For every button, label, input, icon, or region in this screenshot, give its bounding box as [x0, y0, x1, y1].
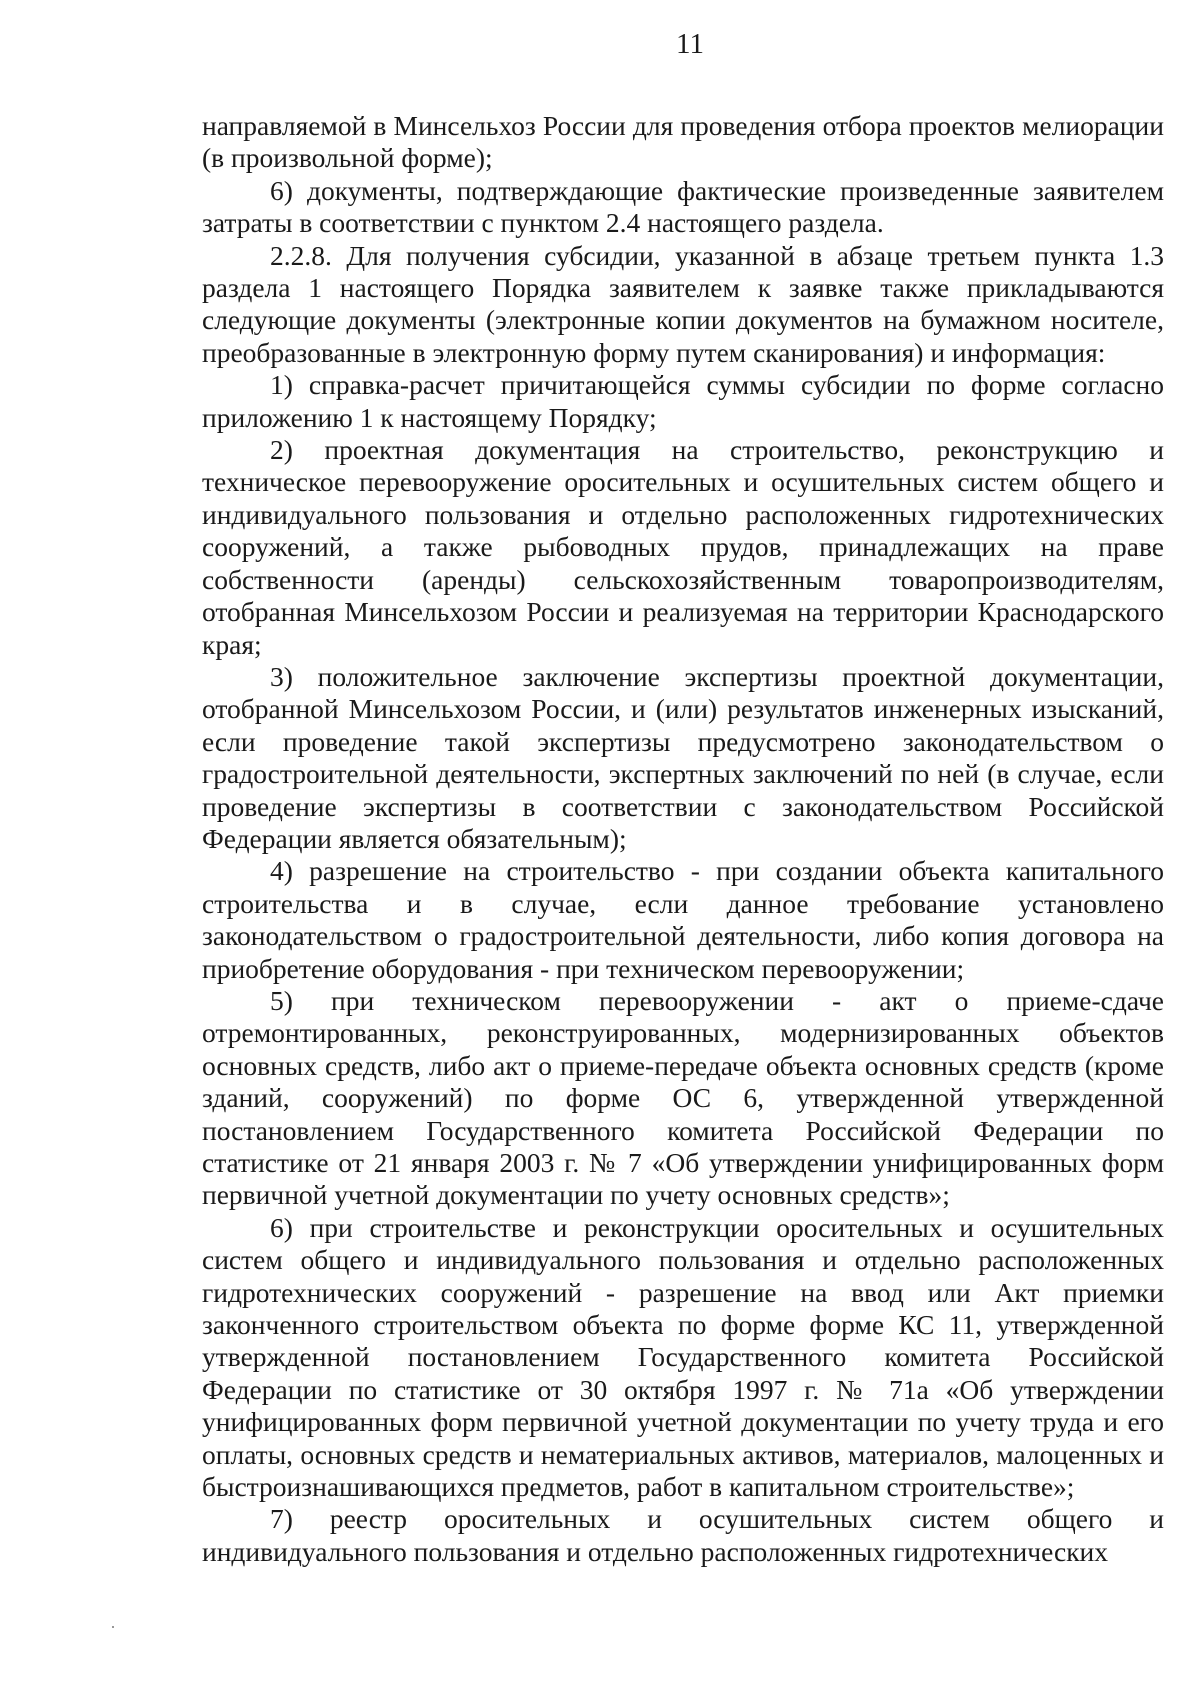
page-number: 11 — [676, 28, 704, 60]
paragraph-item-1: 1) справка-расчет причитающейся суммы субсидии по форме согласно приложению 1 к настоящему Порядку; — [202, 369, 1164, 433]
paragraph-item-6-cost-docs: 6) документы, подтверждающие фактические произведенные заявителем затраты в соответствии с пунктом 2.4 настоящего раздела. — [202, 174, 1164, 239]
paragraph-item-2: 2) проектная документация на строительство, реконструкцию и техническое перевооружение оросительных и осушительных систем общего и индивидуального пользования и отдельно расположенных гидротехнических сооружений, а также рыбоводных прудов, принадлежащих на праве собственности (аренды) сельскохозяйственным товаропроизводителям, отобранная Минсельхозом России и реализуемая на территории Краснодарского края; — [202, 434, 1164, 660]
paragraph-item-3: 3) положительное заключение экспертизы проектной документации, отобранной Минсельхозом России, и (или) результатов инженерных изысканий, если проведение такой экспертизы предусмотрено законодательством о градостроительной деятельности, экспертных заключений по ней (в случае, если проведение экспертизы в соответствии с законодательством Российской Федерации является обязательным); — [202, 660, 1164, 854]
paragraph-intro-continuation: направляемой в Минсельхоз России для проведения отбора проектов мелиорации (в произвольной форме); — [202, 110, 1164, 174]
paragraph-item-6: 6) при строительстве и реконструкции оросительных и осушительных систем общего и индивидуального пользования и отдельно расположенных гидротехнических сооружений - разрешение на ввод или Акт приемки законченного строительством объекта по форме форме КС 11, утвержденной утвержденной постановлением Государственного комитета Российской Федерации по статистике от 30 октября 1997 г. № 71а «Об утверждении унифицированных форм первичной учетной документации по учету труда и его оплаты, основных средств и нематериальных активов, материалов, малоценных и быстроизнашивающихся предметов, работ в капитальном строительстве»; — [202, 1211, 1164, 1503]
paragraph-section-2-2-8: 2.2.8. Для получения субсидии, указанной в абзаце третьем пункта 1.3 раздела 1 настоящего Порядка заявителем к заявке также прикладываются следующие документы (электронные копии документов на бумажном носителе, преобразованные в электронную форму путем сканирования) и информация: — [202, 239, 1164, 368]
scan-speck — [112, 1626, 114, 1628]
paragraph-item-4: 4) разрешение на строительство - при создании объекта капитального строительства и в случае, если данное требование установлено законодательством о градостроительной деятельности, либо копия договора на приобретение оборудования - при техническом перевооружении; — [202, 855, 1164, 984]
paragraph-item-5: 5) при техническом перевооружении - акт о приеме-сдаче отремонтированных, реконструированных, модернизированных объектов основных средств, либо акт о приеме-передаче объекта основных средств (кроме зданий, сооружений) по форме ОС 6, утвержденной утвержденной постановлением Государственного комитета Российской Федерации по статистике от 21 января 2003 г. № 7 «Об утверждении унифицированных форм первичной учетной документации по учету основных средств»; — [202, 984, 1164, 1211]
document-body — [202, 110, 1164, 1568]
paragraph-item-7: 7) реестр оросительных и осушительных систем общего и индивидуального пользования и отдельно расположенных гидротехнических — [202, 1503, 1164, 1567]
